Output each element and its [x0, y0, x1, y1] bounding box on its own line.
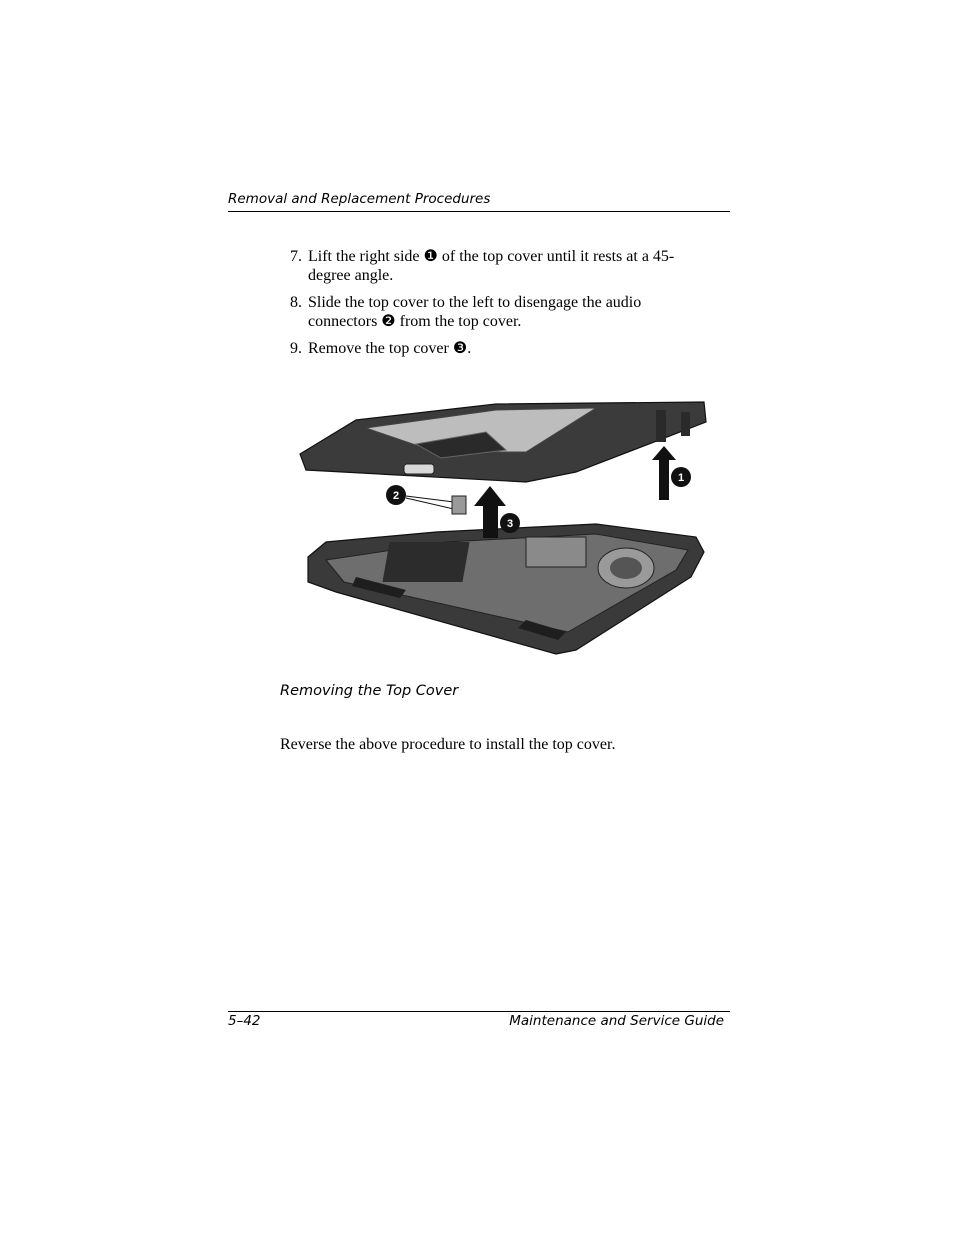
audio-connectors-callout-2 — [386, 485, 466, 514]
lift-arrow-1 — [652, 446, 691, 500]
step-9 — [290, 339, 710, 358]
page-number: 5–42 — [228, 1013, 261, 1029]
step-text: Remove the top cover ❸. — [308, 340, 472, 357]
step-number: 7. — [290, 248, 302, 265]
callout-1-label: 1 — [677, 472, 685, 484]
step-text: Slide the top cover to the left to disengage the audio connectors ❷ from the top cover. — [308, 294, 642, 330]
callout-3-label: 3 — [506, 518, 514, 530]
callout-2-label: 2 — [392, 490, 400, 502]
header-rule — [228, 211, 730, 212]
top-cover — [300, 402, 706, 482]
figure-caption: Removing the Top Cover — [280, 683, 459, 699]
step-7 — [290, 247, 710, 285]
procedure-steps — [290, 247, 710, 366]
closing-instruction: Reverse the above procedure to install the top cover. — [280, 736, 616, 753]
top-cover-removal-illustration — [296, 392, 712, 660]
base-enclosure — [308, 524, 704, 654]
step-8 — [290, 293, 710, 331]
step-text: Lift the right side ❶ of the top cover until it rests at a 45-degree angle. — [308, 248, 675, 284]
step-number: 9. — [290, 340, 302, 357]
guide-title: Maintenance and Service Guide — [509, 1013, 724, 1029]
step-number: 8. — [290, 294, 302, 311]
running-header: Removal and Replacement Procedures — [228, 191, 491, 207]
footer-rule — [228, 1011, 730, 1012]
